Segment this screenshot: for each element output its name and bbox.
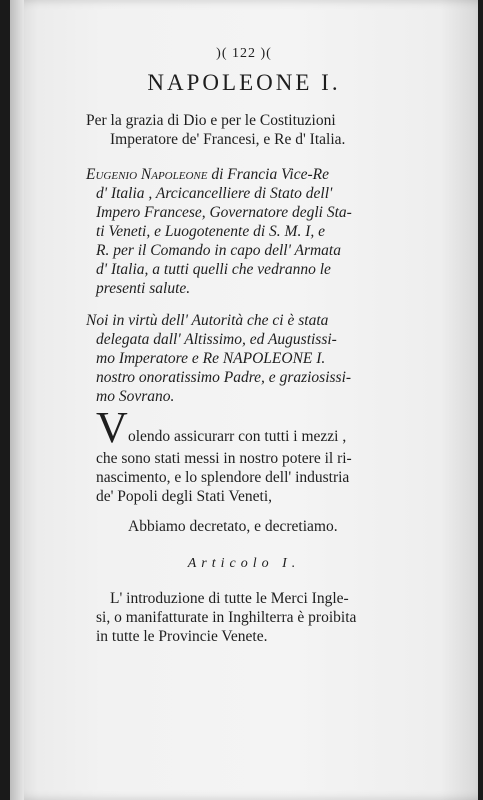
preamble-line: de' Popoli degli Stati Veneti, [96, 488, 273, 505]
authority-line: delegata dall' Altissimo, ed Augustissi- [96, 331, 337, 348]
preamble-line: olendo assicurarr con tutti i mezzi , [128, 428, 347, 445]
preamble-line: che sono stati messi in nostro potere il ri- [96, 450, 352, 467]
viceroy-line [86, 166, 329, 184]
document-page [10, 0, 478, 800]
authority-line: Noi in virtù dell' Autorità che ci è stata [86, 312, 329, 329]
decree-line: Abbiamo decretato, e decretiamo. [128, 518, 338, 535]
page-title: NAPOLEONE I. [147, 70, 341, 95]
authority-line: mo Imperatore e Re NAPOLEONE I. [96, 350, 326, 367]
viceroy-name: Eugenio Napoleone [86, 166, 208, 183]
viceroy-line: Impero Francese, Governatore degli Sta- [96, 204, 352, 221]
article-line: si, o manifatturate in Inghilterra è proibita [96, 609, 357, 626]
article-line: in tutte le Provincie Venete. [96, 628, 268, 645]
viceroy-line: R. per il Comando in capo dell' Armata [96, 242, 341, 259]
intro-line: Imperatore de' Francesi, e Re d' Italia. [110, 131, 346, 148]
preamble-line: nascimento, e lo splendore dell' industria [96, 469, 350, 486]
authority-line: nostro onoratissimo Padre, e graziosissi- [96, 369, 352, 386]
viceroy-line: ti Veneti, e Luogotenente di S. M. I, e [96, 223, 325, 240]
article-line: L' introduzione di tutte le Merci Ingle- [110, 590, 349, 607]
drop-cap: V [96, 403, 128, 452]
page-binding-edge [10, 0, 24, 800]
authority-line: mo Sovrano. [96, 388, 175, 405]
viceroy-line: presenti salute. [96, 280, 191, 297]
page-number: )( 122 )( [216, 46, 272, 61]
viceroy-line: d' Italia , Arcicancelliere di Stato dell' [96, 185, 333, 202]
intro-line: Per la grazia di Dio e per le Costituzioni [86, 112, 336, 129]
viceroy-line: d' Italia, a tutti quelli che vedranno le [96, 261, 331, 278]
article-heading: Articolo I. [187, 556, 301, 571]
viceroy-line-rest: di Francia Vice-Re [207, 166, 329, 183]
